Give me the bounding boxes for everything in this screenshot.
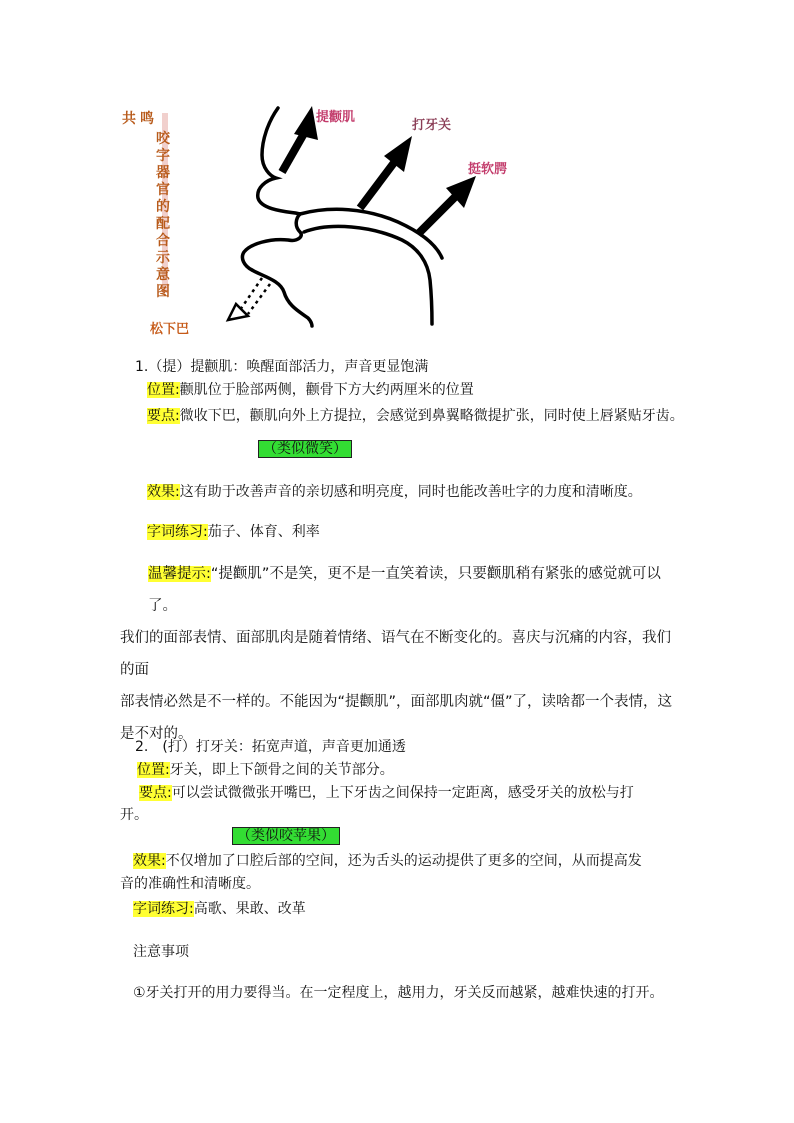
- section2-practice-label: 字词练习:: [133, 901, 194, 917]
- face-profile-outline: [258, 108, 300, 214]
- section2-note-1: ①牙关打开的用力要得当。在一定程度上，越用力，牙关反而越紧，越难快速的打开。: [133, 985, 664, 1001]
- section2-position-text: 牙关，即上下颌骨之间的关节部分。: [169, 762, 394, 778]
- section2-effect-continued: 音的准确性和清晰度。: [120, 876, 260, 892]
- diagram-label-cheek: 提颧肌: [316, 110, 356, 125]
- section1-practice-text: 茄子、体育、利率: [207, 524, 320, 540]
- articulation-diagram: [0, 0, 794, 360]
- diagram-label-soft-palate: 挺软腭: [468, 162, 508, 177]
- section2-effect: [133, 851, 642, 871]
- section1-heading: 1.（提）提颧肌：唤醒面部活力，声音更显饱满: [135, 359, 429, 375]
- section1-similar-badge: [258, 439, 352, 459]
- diagram-side-title-char: 共: [122, 111, 136, 127]
- section2-position-label: 位置:: [137, 762, 170, 778]
- section2-practice: [133, 899, 306, 919]
- section2-key: [139, 783, 634, 803]
- cheek-arrow-head: [294, 106, 318, 140]
- upper-lip-outline: [242, 214, 301, 270]
- section2-heading: 2. (打）打牙关：拓宽声道，声音更加通透: [135, 739, 406, 755]
- section1-practice-label: 字词练习:: [147, 524, 208, 540]
- section1-position-label: 位置:: [147, 382, 180, 398]
- tongue-outline: [304, 226, 432, 324]
- diagram-vertical-char: 器: [156, 165, 170, 181]
- section2-key-text: 可以尝试微微张开嘴巴，上下牙齿之间保持一定距离，感受牙关的放松与打: [171, 785, 634, 801]
- section1-tip-line1: “提颧肌”不是笑，更不是一直笑着读，只要颧肌稍有紧张的感觉就可以了。: [148, 566, 661, 614]
- diagram-label-chin: 松下巴: [150, 322, 190, 337]
- section2-similar-badge: [232, 826, 340, 846]
- section1-key: [147, 406, 684, 426]
- section2-similar-text: （类似咬苹果）: [232, 827, 340, 845]
- section2-key-continued: 开。: [120, 807, 148, 823]
- section2-key-label: 要点:: [139, 785, 172, 801]
- section1-similar-text: （类似微笑）: [258, 440, 352, 458]
- chin-dotted-arrow-2: [248, 284, 270, 314]
- diagram-vertical-char: 合: [156, 233, 170, 249]
- diagram-label-jaw-open: 打牙关: [412, 118, 452, 133]
- chin-arrow-head: [228, 304, 248, 320]
- jaw-arrow-shaft: [360, 160, 396, 208]
- diagram-vertical-char: 图: [156, 284, 170, 300]
- section1-tip-line4: 是不对的。: [120, 726, 193, 742]
- section1-tip: [120, 558, 680, 750]
- section1-tip-line2: 我们的面部表情、面部肌肉是随着情绪、语气在不断变化的。喜庆与沉痛的内容，我们的面: [120, 630, 671, 678]
- section1-position: [147, 380, 474, 400]
- section1-tip-label: 温馨提示:: [148, 566, 211, 582]
- diagram-vertical-char: 的: [156, 199, 170, 215]
- section2-effect-text: 不仅增加了口腔后部的空间，还为舌头的运动提供了更多的空间，从而提高发: [165, 853, 642, 869]
- diagram-vertical-char: 字: [156, 148, 170, 164]
- diagram-vertical-char: 配: [156, 216, 170, 232]
- chin-dotted-arrow: [240, 278, 262, 310]
- diagram-vertical-char: 咬: [156, 131, 170, 147]
- section2-practice-text: 高歌、果敢、改革: [193, 901, 306, 917]
- section1-effect: [147, 482, 642, 502]
- section1-effect-label: 效果:: [147, 484, 180, 500]
- section1-position-text: 颧肌位于脸部两侧，颧骨下方大约两厘米的位置: [179, 382, 474, 398]
- section2-notes-title: 注意事项: [133, 944, 189, 960]
- section2-effect-label: 效果:: [133, 853, 166, 869]
- cheek-arrow-shaft: [282, 130, 306, 172]
- section1-practice: [147, 522, 320, 542]
- section1-key-label: 要点:: [147, 408, 180, 424]
- section1-effect-text: 这有助于改善声音的亲切感和明亮度，同时也能改善吐字的力度和清晰度。: [179, 484, 642, 500]
- section2-position: [137, 760, 394, 780]
- palate-arrow-shaft: [418, 196, 456, 234]
- section1-key-text: 微收下巴，颧肌向外上方提拉，会感觉到鼻翼略微提扩张，同时使上唇紧贴牙齿。: [179, 408, 684, 424]
- section1-tip-line3: 部表情必然是不一样的。不能因为“提颧肌”，面部肌肉就“僵”了，读啥都一个表情，这: [120, 694, 673, 710]
- diagram-vertical-char: 官: [156, 182, 170, 198]
- diagram-vertical-char: 意: [156, 267, 170, 283]
- diagram-vertical-char: 示: [156, 250, 170, 266]
- diagram-side-title-char: 鸣: [140, 111, 154, 127]
